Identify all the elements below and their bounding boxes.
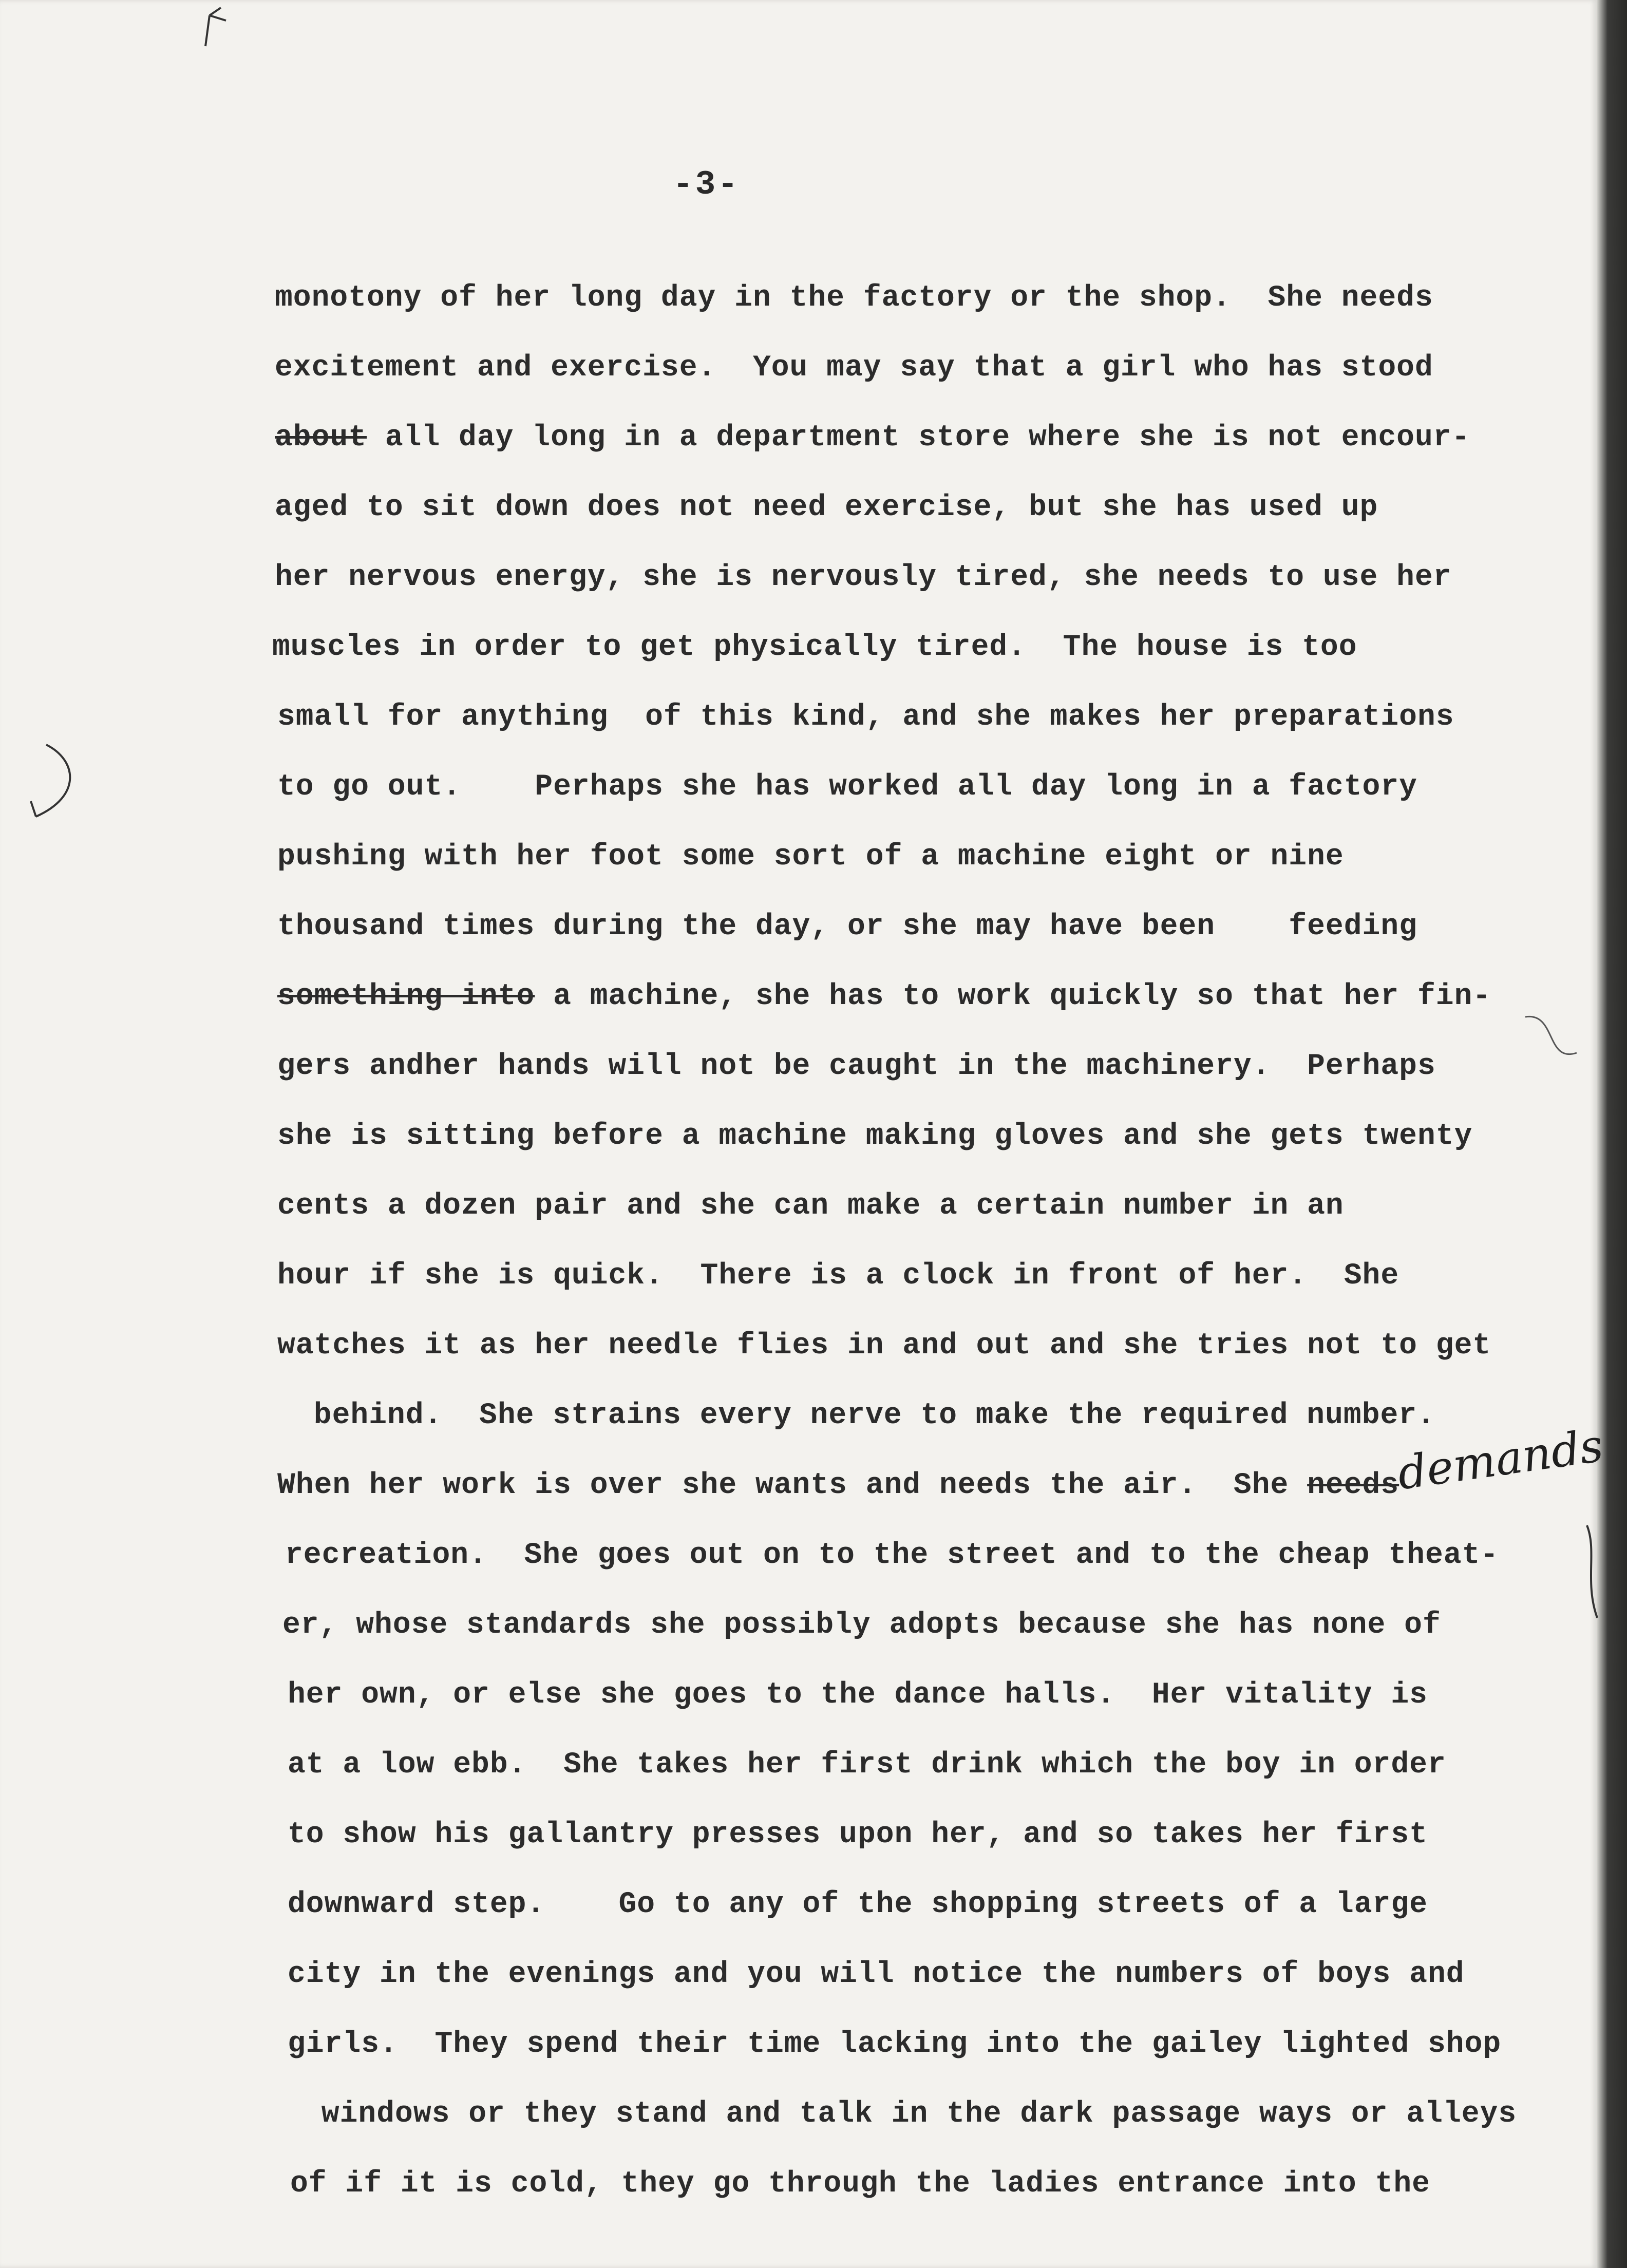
text-line [288,1960,1465,1990]
line-text: pushing with her foot some sort of a machine eight or nine [277,840,1344,874]
text-line [295,1401,1435,1431]
text-line [275,281,1433,315]
line-text: her own, or else she goes to the dance halls. Her vitality is [288,1678,1428,1712]
pencil-mark-left [15,740,87,827]
text-line [277,1471,1399,1501]
line-text: to show his gallantry presses upon her, and so takes her first [288,1818,1428,1851]
line-text: to go out. Perhaps she has worked all day long in a factory [277,770,1417,804]
handwritten-insertion: demands [1394,1419,1606,1500]
text-line [277,772,1417,802]
text-line [288,1750,1446,1780]
line-text: hour if she is quick. There is a clock in front of her. She [277,1259,1399,1293]
text-line [277,982,1491,1012]
text-line [290,2169,1430,2199]
line-text: her nervous energy, she is nervously tired, she needs to use her [275,561,1452,594]
line-text: city in the evenings and you will notice the numbers of boys and [288,1958,1465,1991]
text-line [277,1189,1344,1223]
line-text: gers andher hands will not be caught in the machinery. Perhaps [277,1050,1436,1083]
line-text-pre: When her work is over she wants and needs the air. She [277,1469,1308,1502]
line-text: cents a dozen pair and she can make a certain number in an [277,1189,1344,1223]
text-line [288,1820,1428,1850]
text-line [277,1122,1472,1151]
line-text: at a low ebb. She takes her first drink which the boy in order [288,1748,1446,1782]
line-text: recreation. She goes out on to the street and to the cheap theat- [285,1539,1499,1572]
text-line [277,703,1454,732]
pencil-mark-right [1515,1007,1587,1079]
line-text: downward step. Go to any of the shopping streets of a large [288,1888,1428,1921]
struck-text: needs [1307,1469,1399,1502]
pencil-mark-margin [1582,1520,1602,1623]
text-line [277,1331,1491,1361]
page-edge-shadow [1597,0,1627,2268]
text-line [275,563,1452,593]
line-text: behind. She strains every nerve to make the required number. [295,1399,1435,1432]
line-text: muscles in order to get physically tired. The house is too [272,631,1357,664]
text-line [303,2097,1517,2131]
text-line [277,1052,1436,1082]
text-line [288,1890,1428,1920]
line-text: windows or they stand and talk in the dark passage ways or alleys [303,2097,1517,2131]
line-text: watches it as her needle flies in and out and she tries not to get [277,1329,1491,1363]
line-text: er, whose standards she possibly adopts because she has none of [282,1609,1441,1642]
line-text: girls. They spend their time lacking into the gailey lighted shop [288,2028,1502,2061]
text-line [277,1261,1399,1291]
text-line [275,493,1378,523]
line-text: excitement and exercise. You may say that a girl who has stood [275,351,1433,385]
line-text: monotony of her long day in the factory or the shop. She needs [275,281,1433,315]
line-text: she is sitting before a machine making gloves and she gets twenty [277,1120,1473,1153]
text-line [288,2030,1501,2059]
text-line [275,423,1470,453]
line-text: a machine, she has to work quickly so that her fin- [535,980,1491,1013]
line-text: aged to sit down does not need exercise, but she has used up [275,491,1378,524]
struck-text: about [275,421,367,455]
struck-text: something into [277,980,535,1013]
text-line [277,842,1344,872]
text-line [277,912,1417,942]
text-line [285,1541,1499,1571]
text-line [288,1680,1428,1710]
line-text: of if it is cold, they go through the ladies entrance into the [290,2167,1430,2201]
line-text: small for anything of this kind, and she makes her preparations [277,701,1454,734]
page-number: -3- [673,165,740,204]
text-line [275,353,1433,383]
text-line [272,633,1357,663]
line-text: thousand times during the day, or she may have been feeding [277,910,1417,943]
line-text: all day long in a department store where she is not encour- [367,421,1470,455]
pencil-mark-top [195,5,236,51]
text-line [282,1611,1441,1640]
